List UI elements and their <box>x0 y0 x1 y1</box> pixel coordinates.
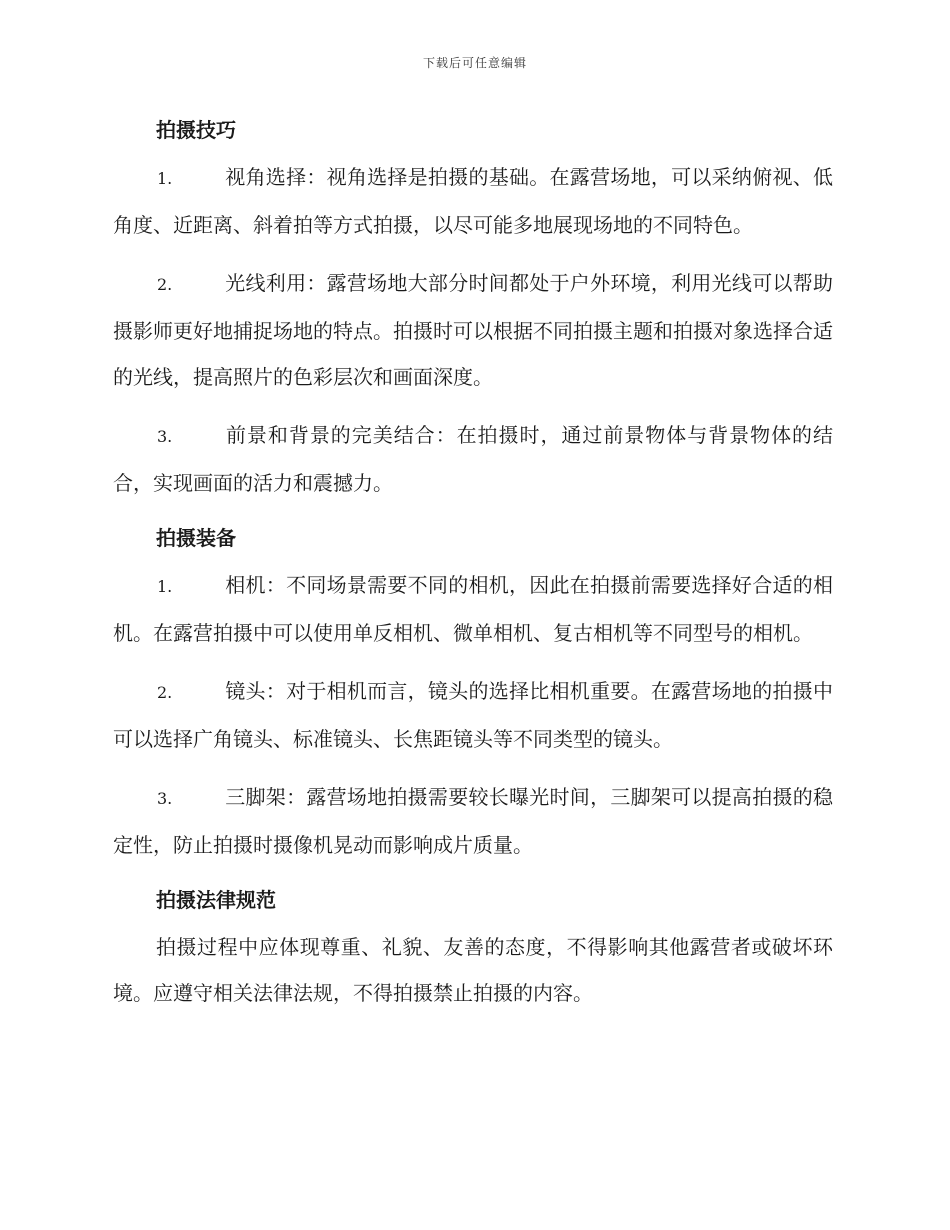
list-number: 1. <box>157 577 173 596</box>
body-paragraph: 拍摄过程中应体现尊重、礼貌、友善的态度，不得影响其他露营者或破坏环境。应遵守相关法律法规，不得拍摄禁止拍摄的内容。 <box>113 935 833 1005</box>
list-item <box>113 562 833 656</box>
list-item-text: 光线利用：露营场地大部分时间都处于户外环境，利用光线可以帮助摄影师更好地捕捉场地的特点。拍摄时可以根据不同拍摄主题和拍摄对象选择合适的光线，提高照片的色彩层次和画面深度。 <box>113 271 833 389</box>
section-heading-legal: 拍摄法律规范 <box>156 888 276 912</box>
list-number: 3. <box>157 789 173 808</box>
list-number: 2. <box>157 275 173 294</box>
list-item-text: 前景和背景的完美结合：在拍摄时，通过前景物体与背景物体的结合，实现画面的活力和震撼力。 <box>113 423 833 495</box>
list-number: 1. <box>157 169 173 188</box>
list-item <box>113 260 833 400</box>
page-header: 下载后可任意编辑 <box>422 56 527 70</box>
document-body <box>113 110 833 1016</box>
section-heading-equipment: 拍摄装备 <box>156 526 236 550</box>
list-item-text: 相机：不同场景需要不同的相机，因此在拍摄前需要选择好合适的相机。在露营拍摄中可以使用单反相机、微单相机、复古相机等不同型号的相机。 <box>113 573 833 645</box>
list-item-text: 视角选择：视角选择是拍摄的基础。在露营场地，可以采纳俯视、低角度、近距离、斜着拍等方式拍摄，以尽可能多地展现场地的不同特色。 <box>113 165 833 237</box>
list-item <box>113 154 833 248</box>
section-heading-techniques: 拍摄技巧 <box>156 118 236 142</box>
list-item-text: 镜头：对于相机而言，镜头的选择比相机重要。在露营场地的拍摄中可以选择广角镜头、标准镜头、长焦距镜头等不同类型的镜头。 <box>113 679 833 751</box>
list-item <box>113 774 833 868</box>
list-item-text: 三脚架：露营场地拍摄需要较长曝光时间，三脚架可以提高拍摄的稳定性，防止拍摄时摄像机晃动而影响成片质量。 <box>113 785 833 857</box>
list-number: 2. <box>157 683 173 702</box>
list-item <box>113 668 833 762</box>
list-item <box>113 412 833 506</box>
list-number: 3. <box>157 427 173 446</box>
